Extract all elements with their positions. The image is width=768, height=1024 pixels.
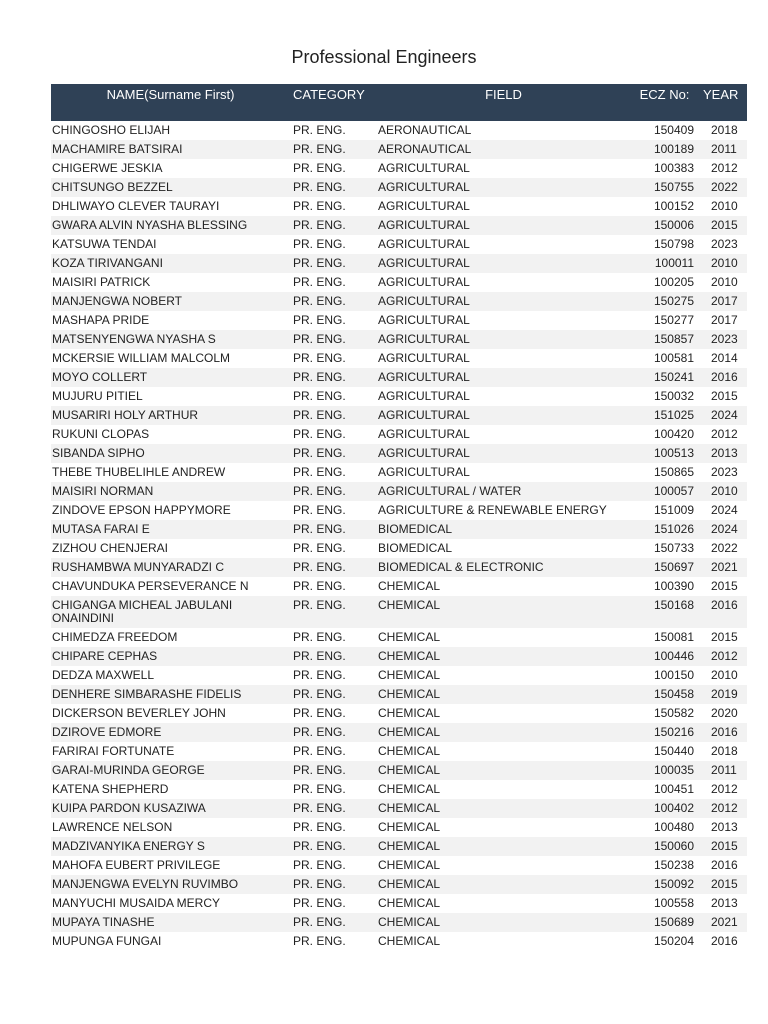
table-row (51, 894, 747, 913)
cell-field: CHEMICAL (378, 875, 629, 894)
table-row (51, 596, 747, 628)
cell-name: MATSENYENGWA NYASHA S (51, 330, 290, 349)
cell-field: AGRICULTURAL (378, 351, 470, 365)
cell-category: PR. ENG. (293, 896, 346, 910)
cell-name: MASHAPA PRIDE (52, 313, 150, 327)
cell-field: CHEMICAL (378, 630, 441, 644)
cell-category: PR. ENG. (290, 406, 378, 425)
cell-ecz-no: 150755 (629, 178, 700, 197)
cell-name: MANYUCHI MUSAIDA MERCY (52, 896, 221, 910)
cell-category: PR. ENG. (290, 178, 378, 197)
table-row (51, 425, 747, 444)
table-row (51, 482, 747, 501)
cell-name: RUKUNI CLOPAS (52, 427, 150, 441)
cell-year: 2011 (700, 140, 747, 159)
cell-year: 2013 (711, 820, 738, 834)
cell-name: MAISIRI PATRICK (52, 275, 151, 289)
cell-name: MAISIRI NORMAN (51, 482, 290, 501)
cell-category: PR. ENG. (290, 913, 378, 932)
table-row (51, 216, 747, 235)
cell-field: CHEMICAL (378, 913, 629, 932)
cell-ecz-no: 150238 (653, 858, 694, 872)
cell-year: 2023 (700, 330, 747, 349)
cell-name: DENHERE SIMBARASHE FIDELIS (51, 685, 290, 704)
cell-category: PR. ENG. (293, 161, 346, 175)
cell-ecz-no: 150168 (629, 596, 700, 628)
cell-year: 2015 (711, 630, 738, 644)
cell-field: AGRICULTURAL (378, 178, 629, 197)
table-row (51, 520, 747, 539)
cell-year: 2013 (700, 444, 747, 463)
cell-category: PR. ENG. (293, 351, 346, 365)
table-row (51, 501, 747, 520)
cell-year: 2011 (700, 761, 747, 780)
cell-category: PR. ENG. (293, 858, 346, 872)
cell-year: 2012 (700, 799, 747, 818)
cell-name: MUPUNGA FUNGAI (52, 934, 162, 948)
table-row (51, 444, 747, 463)
table-row (51, 387, 747, 406)
cell-year: 2023 (711, 237, 738, 251)
cell-year: 2015 (700, 875, 747, 894)
engineers-table-container (51, 84, 739, 951)
cell-year: 2024 (700, 520, 747, 539)
cell-name: LAWRENCE NELSON (52, 820, 173, 834)
cell-field: AGRICULTURAL (378, 465, 470, 479)
header-category: CATEGORY (290, 84, 378, 121)
cell-category: PR. ENG. (293, 313, 346, 327)
cell-category: PR. ENG. (290, 330, 378, 349)
cell-category: PR. ENG. (293, 541, 346, 555)
cell-category: PR. ENG. (290, 254, 378, 273)
cell-field: AERONAUTICAL (378, 140, 629, 159)
cell-ecz-no: 100581 (653, 351, 694, 365)
cell-field: CHEMICAL (378, 858, 441, 872)
cell-field: AGRICULTURAL (378, 237, 470, 251)
cell-category: PR. ENG. (293, 934, 346, 948)
cell-year: 2018 (711, 744, 738, 758)
table-row (51, 856, 747, 875)
table-row (51, 742, 747, 761)
cell-ecz-no: 100011 (629, 254, 700, 273)
cell-category: PR. ENG. (293, 820, 346, 834)
cell-year: 2016 (700, 596, 747, 628)
cell-name: MADZIVANYIKA ENERGY S (51, 837, 290, 856)
cell-field: AGRICULTURAL (378, 292, 629, 311)
cell-year: 2010 (711, 199, 738, 213)
cell-category: PR. ENG. (290, 837, 378, 856)
cell-category: PR. ENG. (290, 558, 378, 577)
cell-category: PR. ENG. (293, 782, 346, 796)
header-name: NAME(Surname First) (51, 84, 290, 121)
table-row (51, 254, 747, 273)
cell-category: PR. ENG. (290, 368, 378, 387)
cell-ecz-no: 150216 (629, 723, 700, 742)
table-row (51, 685, 747, 704)
cell-field: BIOMEDICAL & ELECTRONIC (378, 558, 629, 577)
cell-field: AGRICULTURAL (378, 199, 470, 213)
cell-name: THEBE THUBELIHLE ANDREW (52, 465, 226, 479)
table-row (51, 121, 747, 140)
cell-year: 2021 (700, 913, 747, 932)
table-row (51, 628, 747, 647)
table-row (51, 330, 747, 349)
cell-ecz-no: 100480 (653, 820, 694, 834)
cell-name: MANJENGWA NOBERT (51, 292, 290, 311)
cell-ecz-no: 100402 (629, 799, 700, 818)
cell-name: SIBANDA SIPHO (51, 444, 290, 463)
cell-ecz-no: 150857 (629, 330, 700, 349)
cell-ecz-no: 100390 (653, 579, 694, 593)
cell-category: PR. ENG. (290, 761, 378, 780)
cell-year: 2010 (700, 482, 747, 501)
cell-year: 2015 (700, 216, 747, 235)
cell-ecz-no: 100205 (653, 275, 694, 289)
cell-name: MUTASA FARAI E (51, 520, 290, 539)
cell-ecz-no: 100035 (629, 761, 700, 780)
cell-field: AGRICULTURAL (378, 313, 470, 327)
cell-year: 2016 (711, 934, 738, 948)
cell-ecz-no: 150204 (653, 934, 694, 948)
cell-ecz-no: 100446 (629, 647, 700, 666)
cell-ecz-no: 100057 (629, 482, 700, 501)
cell-field: CHEMICAL (378, 837, 629, 856)
cell-field: CHEMICAL (378, 723, 629, 742)
cell-category: PR. ENG. (290, 875, 378, 894)
cell-year: 2019 (700, 685, 747, 704)
cell-field: AGRICULTURAL (378, 444, 629, 463)
table-row (51, 539, 747, 558)
cell-name: GARAI-MURINDA GEORGE (51, 761, 290, 780)
cell-ecz-no: 150092 (629, 875, 700, 894)
cell-ecz-no: 151026 (629, 520, 700, 539)
cell-ecz-no: 150275 (629, 292, 700, 311)
table-row (51, 406, 747, 425)
cell-name: FARIRAI FORTUNATE (52, 744, 175, 758)
cell-category: PR. ENG. (293, 389, 346, 403)
cell-field: AGRICULTURAL (378, 427, 470, 441)
cell-name: MUPAYA TINASHE (51, 913, 290, 932)
cell-ecz-no: 100150 (653, 668, 694, 682)
cell-field: AERONAUTICAL (378, 123, 472, 137)
cell-category: PR. ENG. (293, 503, 346, 517)
table-row (51, 837, 747, 856)
cell-category: PR. ENG. (293, 668, 346, 682)
cell-category: PR. ENG. (290, 520, 378, 539)
cell-category: PR. ENG. (293, 275, 346, 289)
cell-category: PR. ENG. (293, 237, 346, 251)
cell-category: PR. ENG. (293, 199, 346, 213)
table-row (51, 723, 747, 742)
cell-field: AGRICULTURAL (378, 406, 629, 425)
cell-category: PR. ENG. (293, 744, 346, 758)
cell-ecz-no: 100558 (653, 896, 694, 910)
cell-name: MUSARIRI HOLY ARTHUR (51, 406, 290, 425)
table-row (51, 577, 747, 596)
cell-field: AGRICULTURAL (378, 330, 629, 349)
cell-ecz-no: 150697 (629, 558, 700, 577)
cell-name: ZIZHOU CHENJERAI (52, 541, 169, 555)
cell-name: KATSUWA TENDAI (52, 237, 157, 251)
cell-name: MOYO COLLERT (51, 368, 290, 387)
cell-year: 2010 (711, 275, 738, 289)
cell-name: MUJURU PITIEL (52, 389, 143, 403)
cell-name: CHAVUNDUKA PERSEVERANCE N (52, 579, 249, 593)
cell-ecz-no: 150689 (629, 913, 700, 932)
cell-year: 2022 (711, 541, 738, 555)
cell-field: CHEMICAL (378, 782, 441, 796)
cell-ecz-no: 150277 (653, 313, 694, 327)
cell-ecz-no: 100420 (653, 427, 694, 441)
cell-field: CHEMICAL (378, 820, 441, 834)
cell-ecz-no: 150241 (629, 368, 700, 387)
cell-category: PR. ENG. (293, 579, 346, 593)
cell-name: MANJENGWA EVELYN RUVIMBO (51, 875, 290, 894)
table-row (51, 558, 747, 577)
cell-ecz-no: 100383 (653, 161, 694, 175)
table-row (51, 704, 747, 723)
cell-field: BIOMEDICAL (378, 520, 629, 539)
cell-year: 2012 (700, 647, 747, 666)
cell-ecz-no: 150582 (653, 706, 694, 720)
cell-name: DHLIWAYO CLEVER TAURAYI (52, 199, 220, 213)
cell-ecz-no: 150032 (653, 389, 694, 403)
cell-name: CHIMEDZA FREEDOM (52, 630, 178, 644)
cell-name: MCKERSIE WILLIAM MALCOLM (52, 351, 231, 365)
cell-category: PR. ENG. (290, 723, 378, 742)
cell-name: ZINDOVE EPSON HAPPYMORE (52, 503, 231, 517)
table-row (51, 178, 747, 197)
cell-category: PR. ENG. (293, 427, 346, 441)
cell-name: DICKERSON BEVERLEY JOHN (52, 706, 226, 720)
cell-field: CHEMICAL (378, 761, 629, 780)
cell-field: BIOMEDICAL (378, 541, 453, 555)
cell-year: 2024 (700, 406, 747, 425)
cell-category: PR. ENG. (293, 630, 346, 644)
cell-category: PR. ENG. (290, 444, 378, 463)
cell-name: CHITSUNGO BEZZEL (51, 178, 290, 197)
cell-year: 2016 (700, 723, 747, 742)
table-header (51, 84, 747, 121)
cell-category: PR. ENG. (290, 216, 378, 235)
table-row (51, 761, 747, 780)
table-row (51, 913, 747, 932)
cell-year: 2018 (711, 123, 738, 137)
table-row (51, 818, 747, 837)
table-row (51, 197, 747, 216)
table-row (51, 140, 747, 159)
cell-ecz-no: 150798 (653, 237, 694, 251)
cell-name: RUSHAMBWA MUNYARADZI C (51, 558, 290, 577)
cell-name: KATENA SHEPHERD (52, 782, 169, 796)
cell-field: CHEMICAL (378, 706, 441, 720)
cell-year: 2012 (711, 427, 738, 441)
cell-year: 2022 (700, 178, 747, 197)
cell-year: 2015 (711, 389, 738, 403)
cell-name: CHINGOSHO ELIJAH (52, 123, 171, 137)
cell-year: 2020 (711, 706, 738, 720)
cell-ecz-no: 150081 (653, 630, 694, 644)
cell-field: AGRICULTURAL (378, 161, 470, 175)
cell-category: PR. ENG. (290, 482, 378, 501)
engineers-table (51, 84, 747, 951)
cell-year: 2010 (711, 668, 738, 682)
cell-category: PR. ENG. (293, 123, 346, 137)
header-field: FIELD (378, 84, 629, 121)
table-row (51, 273, 747, 292)
cell-ecz-no: 150060 (629, 837, 700, 856)
cell-name: DEDZA MAXWELL (52, 668, 155, 682)
table-row (51, 368, 747, 387)
cell-field: AGRICULTURAL (378, 389, 470, 403)
cell-category: PR. ENG. (290, 685, 378, 704)
cell-ecz-no: 150865 (653, 465, 694, 479)
cell-ecz-no: 150409 (653, 123, 694, 137)
cell-year: 2016 (700, 368, 747, 387)
cell-field: CHEMICAL (378, 596, 629, 628)
cell-name: GWARA ALVIN NYASHA BLESSING (51, 216, 290, 235)
cell-name: MAHOFA EUBERT PRIVILEGE (52, 858, 221, 872)
cell-year: 2013 (711, 896, 738, 910)
header-row (51, 84, 747, 121)
cell-field: AGRICULTURE & RENEWABLE ENERGY (378, 503, 607, 517)
cell-field: CHEMICAL (378, 799, 629, 818)
cell-name: CHIGANGA MICHEAL JABULANI ONAINDINI (51, 596, 290, 628)
table-row (51, 349, 747, 368)
table-row (51, 780, 747, 799)
cell-name: CHIPARE CEPHAS (51, 647, 290, 666)
cell-year: 2012 (711, 161, 738, 175)
cell-name: KUIPA PARDON KUSAZIWA (51, 799, 290, 818)
cell-name: KOZA TIRIVANGANI (51, 254, 290, 273)
cell-ecz-no: 150006 (629, 216, 700, 235)
cell-ecz-no: 151025 (629, 406, 700, 425)
table-row (51, 647, 747, 666)
table-body (51, 121, 747, 951)
page-title: Professional Engineers (291, 47, 477, 67)
cell-year: 2017 (711, 313, 738, 327)
cell-field: CHEMICAL (378, 896, 441, 910)
cell-year: 2010 (700, 254, 747, 273)
cell-field: AGRICULTURAL (378, 254, 629, 273)
cell-field: CHEMICAL (378, 579, 441, 593)
cell-year: 2015 (700, 837, 747, 856)
table-row (51, 235, 747, 254)
header-year: YEAR (700, 84, 747, 121)
cell-ecz-no: 150458 (629, 685, 700, 704)
table-row (51, 463, 747, 482)
cell-ecz-no: 100189 (629, 140, 700, 159)
cell-field: AGRICULTURAL (378, 216, 629, 235)
cell-year: 2016 (711, 858, 738, 872)
cell-year: 2012 (711, 782, 738, 796)
cell-name: CHIGERWE JESKIA (52, 161, 163, 175)
cell-category: PR. ENG. (290, 799, 378, 818)
cell-category: PR. ENG. (290, 647, 378, 666)
table-row (51, 932, 747, 951)
cell-year: 2017 (700, 292, 747, 311)
cell-year: 2021 (700, 558, 747, 577)
cell-category: PR. ENG. (290, 140, 378, 159)
cell-ecz-no: 150440 (653, 744, 694, 758)
cell-name: DZIROVE EDMORE (51, 723, 290, 742)
cell-category: PR. ENG. (293, 706, 346, 720)
cell-ecz-no: 100152 (653, 199, 694, 213)
cell-category: PR. ENG. (290, 596, 378, 628)
header-ecz-no: ECZ No: (629, 84, 700, 121)
cell-field: CHEMICAL (378, 934, 441, 948)
cell-year: 2014 (711, 351, 738, 365)
cell-ecz-no: 151009 (653, 503, 694, 517)
cell-field: AGRICULTURAL (378, 275, 470, 289)
cell-name: MACHAMIRE BATSIRAI (51, 140, 290, 159)
table-row (51, 159, 747, 178)
cell-ecz-no: 150733 (653, 541, 694, 555)
cell-field: CHEMICAL (378, 647, 629, 666)
table-row (51, 875, 747, 894)
table-row (51, 311, 747, 330)
table-row (51, 292, 747, 311)
cell-field: CHEMICAL (378, 668, 441, 682)
cell-field: AGRICULTURAL (378, 368, 629, 387)
cell-field: CHEMICAL (378, 744, 441, 758)
cell-ecz-no: 100513 (629, 444, 700, 463)
cell-field: CHEMICAL (378, 685, 629, 704)
cell-category: PR. ENG. (290, 292, 378, 311)
cell-year: 2023 (711, 465, 738, 479)
table-row (51, 799, 747, 818)
cell-ecz-no: 100451 (653, 782, 694, 796)
cell-field: AGRICULTURAL / WATER (378, 482, 629, 501)
cell-year: 2015 (711, 579, 738, 593)
cell-year: 2024 (711, 503, 738, 517)
table-row (51, 666, 747, 685)
cell-category: PR. ENG. (293, 465, 346, 479)
